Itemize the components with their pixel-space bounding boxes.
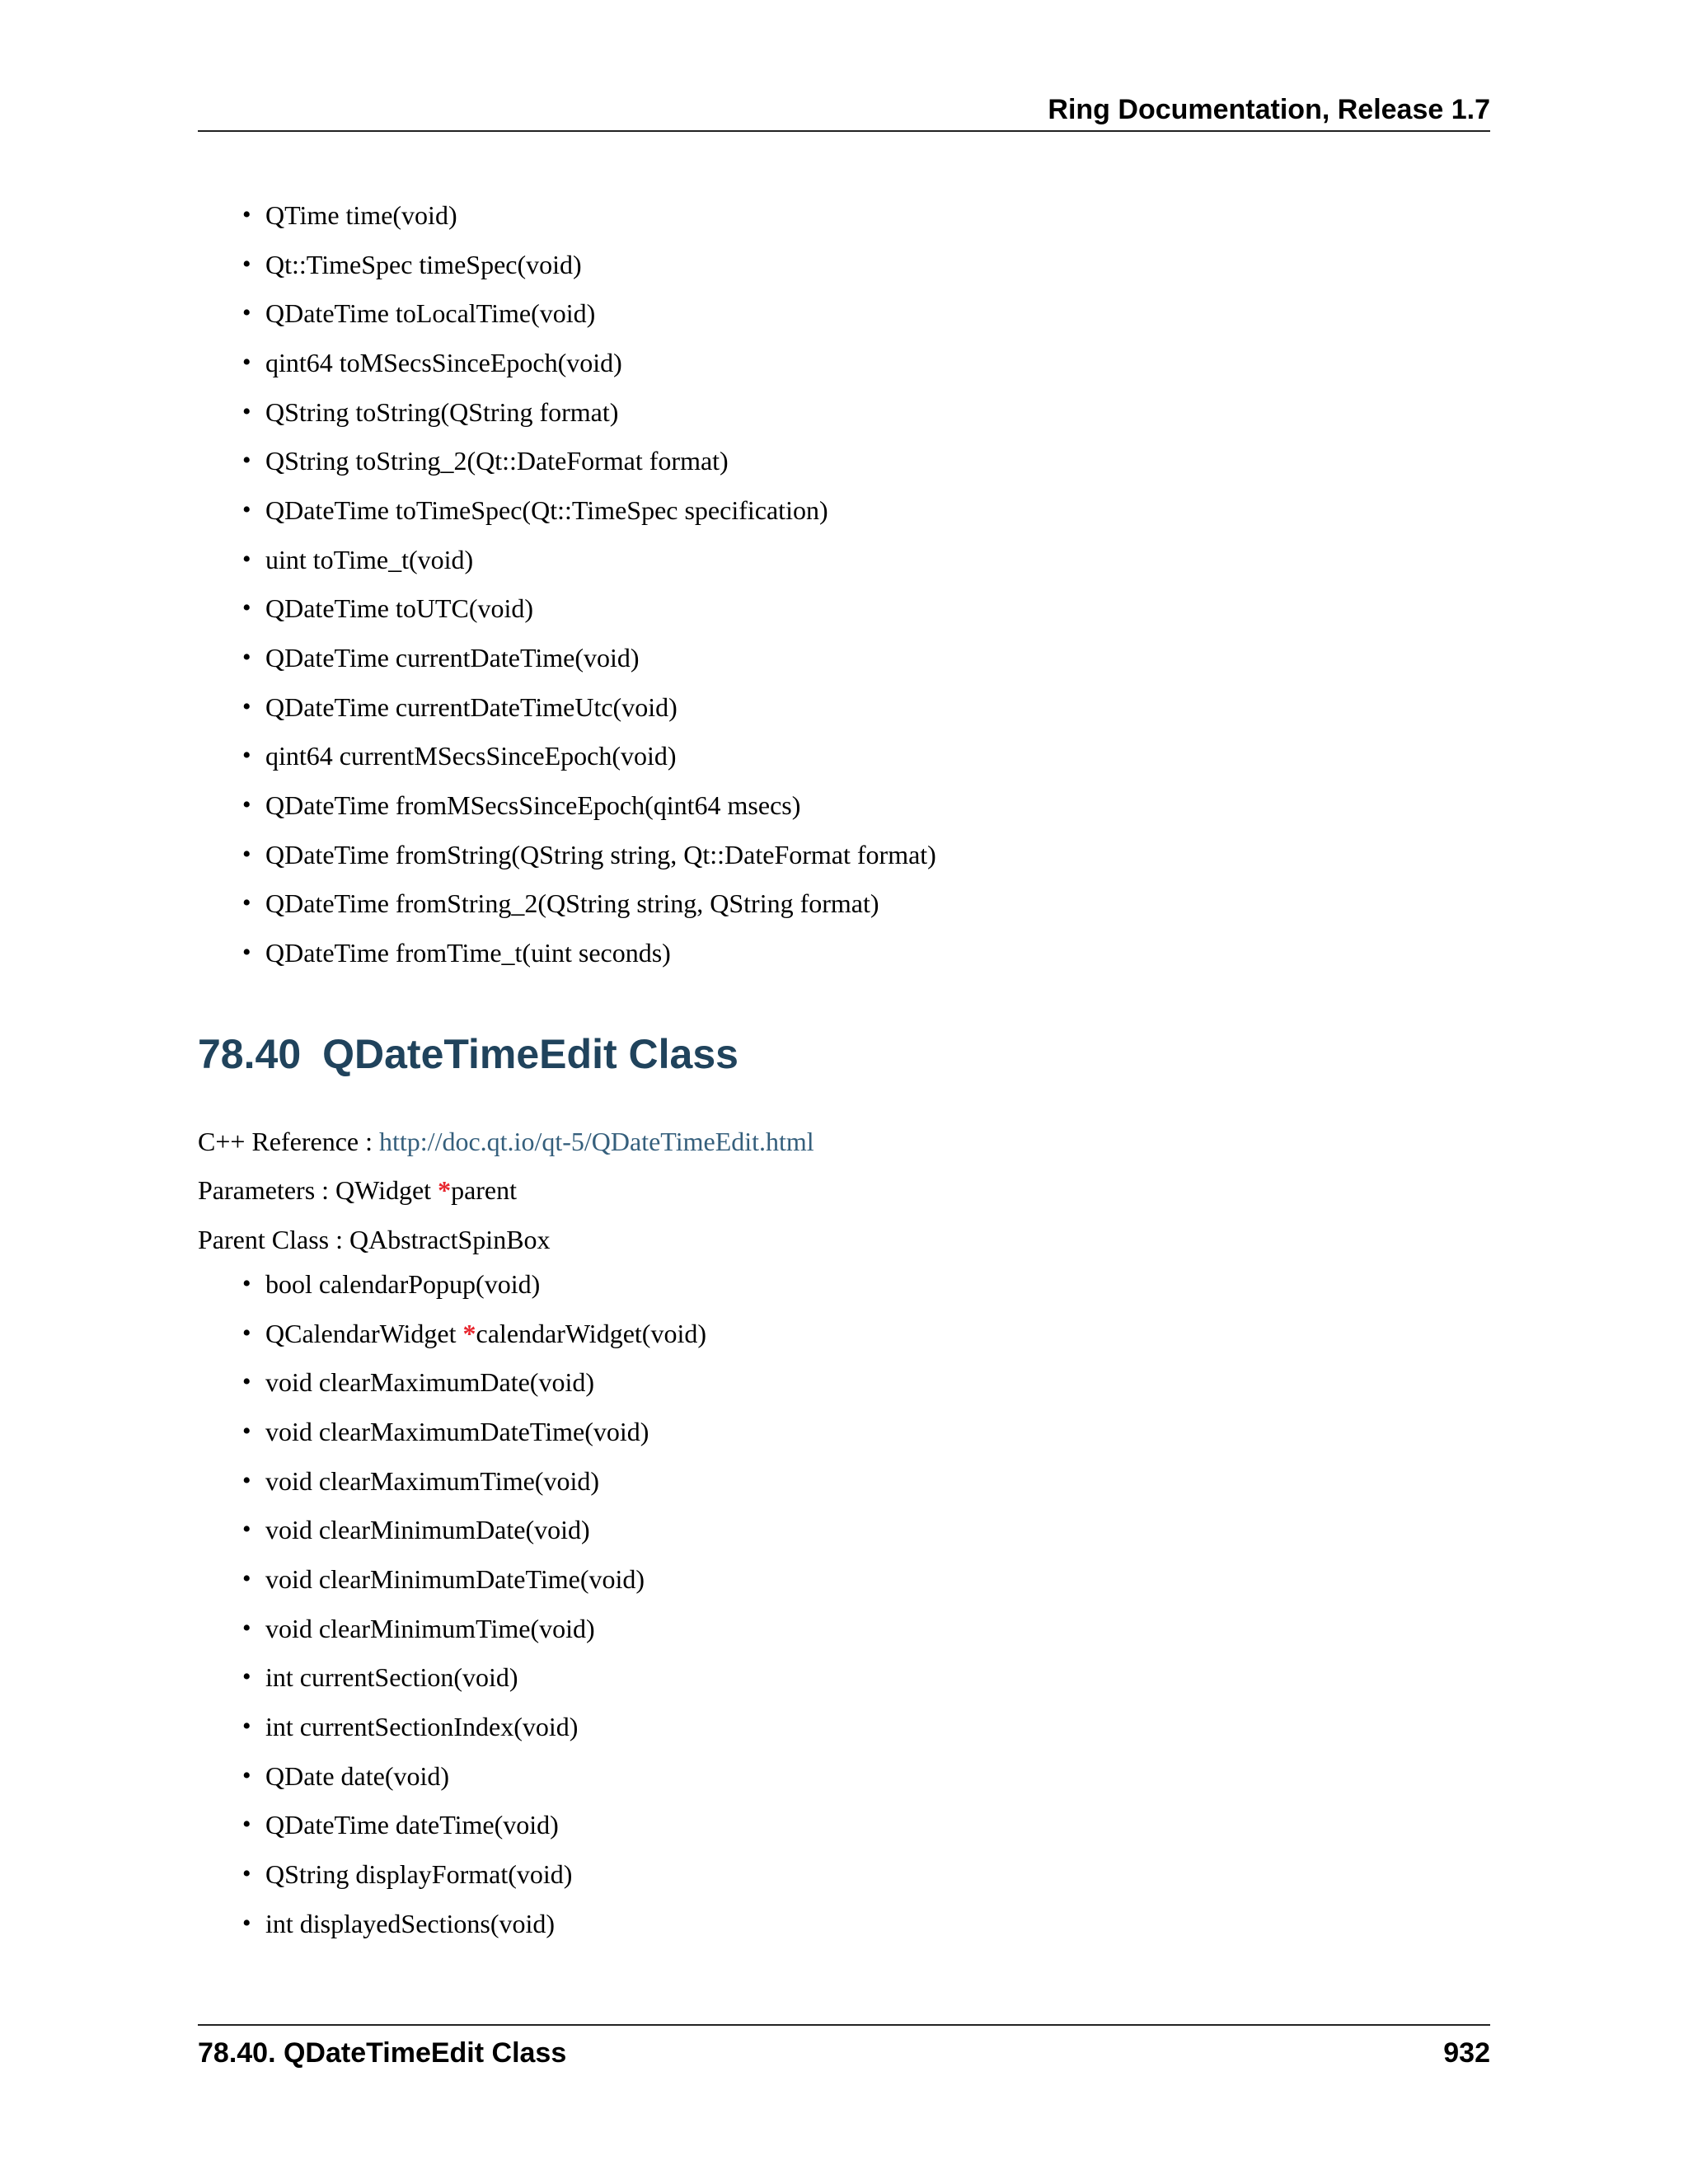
page-number: 932 xyxy=(1443,2037,1490,2069)
bullet-icon: • xyxy=(242,938,251,966)
method-signature: uint toTime_t(void) xyxy=(265,544,474,574)
bullet-icon: • xyxy=(242,742,251,770)
method-signature: QDateTime fromString(QString string, Qt::DateFormat format) xyxy=(265,839,936,869)
method-item xyxy=(242,294,936,344)
bullet-icon: • xyxy=(242,889,251,917)
method-signature: QDateTime currentDateTime(void) xyxy=(265,642,640,673)
method-name: calendarWidget(void) xyxy=(476,1318,706,1348)
method-item xyxy=(242,934,936,983)
bullet-icon: • xyxy=(242,1614,251,1642)
method-signature: int currentSection(void) xyxy=(265,1662,518,1693)
method-item xyxy=(242,1658,706,1708)
method-signature: qint64 currentMSecsSinceEpoch(void) xyxy=(265,741,677,771)
parent-class-line: Parent Class : QAbstractSpinBox xyxy=(198,1225,551,1254)
bullet-icon: • xyxy=(242,1564,251,1592)
method-signature: QDate date(void) xyxy=(265,1760,450,1791)
reference-label: C++ Reference : xyxy=(198,1127,379,1156)
bullet-icon: • xyxy=(242,545,251,573)
bullet-icon: • xyxy=(242,594,251,622)
bullet-icon: • xyxy=(242,1516,251,1544)
method-item xyxy=(242,786,936,836)
method-return-type: QCalendarWidget xyxy=(265,1318,463,1348)
parameters-value: parent xyxy=(451,1175,518,1205)
parameters-line xyxy=(198,1171,517,1209)
method-item xyxy=(242,1363,706,1413)
bullet-icon: • xyxy=(242,1909,251,1937)
bullet-icon: • xyxy=(242,299,251,327)
method-signature: QString toString(QString format) xyxy=(265,396,619,427)
method-signature: QString toString_2(Qt::DateFormat format) xyxy=(265,446,729,476)
method-signature: void clearMinimumDateTime(void) xyxy=(265,1563,645,1594)
bullet-icon: • xyxy=(242,840,251,868)
method-item xyxy=(242,1560,706,1610)
bullet-icon: • xyxy=(242,1368,251,1396)
bullet-icon: • xyxy=(242,250,251,278)
section-number: 78.40 xyxy=(198,1031,302,1077)
method-item xyxy=(242,393,936,443)
method-signature: QTime time(void) xyxy=(265,200,457,230)
method-signature: QDateTime fromString_2(QString string, QString format) xyxy=(265,888,879,919)
bullet-icon: • xyxy=(242,1663,251,1691)
method-signature: int displayedSections(void) xyxy=(265,1908,556,1938)
bullet-icon: • xyxy=(242,1466,251,1494)
method-item xyxy=(242,1905,706,1954)
bullet-icon: • xyxy=(242,643,251,671)
method-item xyxy=(242,442,936,491)
bullet-icon: • xyxy=(242,1761,251,1789)
method-signature: Qt::TimeSpec timeSpec(void) xyxy=(265,249,582,279)
bullet-icon: • xyxy=(242,1270,251,1297)
bullet-icon: • xyxy=(242,1811,251,1839)
bullet-icon: • xyxy=(242,495,251,523)
method-signature: void clearMaximumDateTime(void) xyxy=(265,1416,649,1446)
bullet-icon: • xyxy=(242,790,251,818)
pointer-star: * xyxy=(438,1175,452,1205)
section-title: QDateTimeEdit Class xyxy=(322,1031,738,1077)
method-item xyxy=(242,639,936,688)
method-item xyxy=(242,1462,706,1511)
method-item xyxy=(242,1855,706,1905)
section-heading xyxy=(198,1027,738,1081)
bullet-icon: • xyxy=(242,348,251,376)
bullet-icon: • xyxy=(242,447,251,475)
method-signature: bool calendarPopup(void) xyxy=(265,1269,541,1299)
page-header xyxy=(198,89,1490,132)
bullet-icon: • xyxy=(242,397,251,425)
method-signature: QDateTime currentDateTimeUtc(void) xyxy=(265,691,678,722)
method-item xyxy=(242,1265,706,1315)
method-item xyxy=(242,884,936,934)
method-list-bottom xyxy=(242,1265,706,1953)
parameters-label: Parameters : QWidget xyxy=(198,1175,438,1205)
method-item xyxy=(242,1610,706,1659)
bullet-icon: • xyxy=(242,692,251,720)
document-title: Ring Documentation, Release 1.7 xyxy=(1048,94,1490,125)
method-item xyxy=(242,1315,706,1364)
method-signature: QDateTime toLocalTime(void) xyxy=(265,298,596,329)
bullet-icon: • xyxy=(242,1712,251,1740)
method-signature: QDateTime toTimeSpec(Qt::TimeSpec specification) xyxy=(265,494,828,525)
method-item xyxy=(242,1413,706,1462)
bullet-icon: • xyxy=(242,201,251,228)
method-item xyxy=(242,541,936,590)
method-signature: QDateTime fromTime_t(uint seconds) xyxy=(265,937,671,968)
method-signature: QDateTime fromMSecsSinceEpoch(qint64 msecs) xyxy=(265,790,801,820)
method-item xyxy=(242,344,936,393)
method-signature: qint64 toMSecsSinceEpoch(void) xyxy=(265,347,622,377)
method-item xyxy=(242,1511,706,1560)
footer-section: 78.40. QDateTimeEdit Class xyxy=(198,2037,567,2069)
method-signature: void clearMinimumDate(void) xyxy=(265,1515,590,1545)
method-signature: int currentSectionIndex(void) xyxy=(265,1711,579,1741)
method-item xyxy=(242,589,936,639)
method-signature: void clearMaximumTime(void) xyxy=(265,1465,599,1496)
bullet-icon: • xyxy=(242,1859,251,1887)
method-item xyxy=(242,737,936,786)
method-item xyxy=(242,1806,706,1855)
page-footer xyxy=(198,2024,1490,2069)
method-item xyxy=(242,1708,706,1757)
method-item xyxy=(242,196,936,246)
method-item xyxy=(242,688,936,738)
method-item xyxy=(242,246,936,295)
method-signature: void clearMaximumDate(void) xyxy=(265,1367,594,1398)
reference-link[interactable]: http://doc.qt.io/qt-5/QDateTimeEdit.html xyxy=(379,1127,814,1156)
method-signature: QDateTime toUTC(void) xyxy=(265,593,534,624)
bullet-icon: • xyxy=(242,1417,251,1445)
bullet-icon: • xyxy=(242,1319,251,1347)
method-item xyxy=(242,491,936,541)
method-list-top xyxy=(242,196,936,983)
method-signature: void clearMinimumTime(void) xyxy=(265,1613,595,1643)
method-signature: QDateTime dateTime(void) xyxy=(265,1810,559,1840)
method-item xyxy=(242,836,936,885)
method-signature: QString displayFormat(void) xyxy=(265,1858,573,1889)
pointer-star: * xyxy=(462,1318,476,1348)
method-item xyxy=(242,1757,706,1807)
cpp-reference-line xyxy=(198,1122,814,1160)
